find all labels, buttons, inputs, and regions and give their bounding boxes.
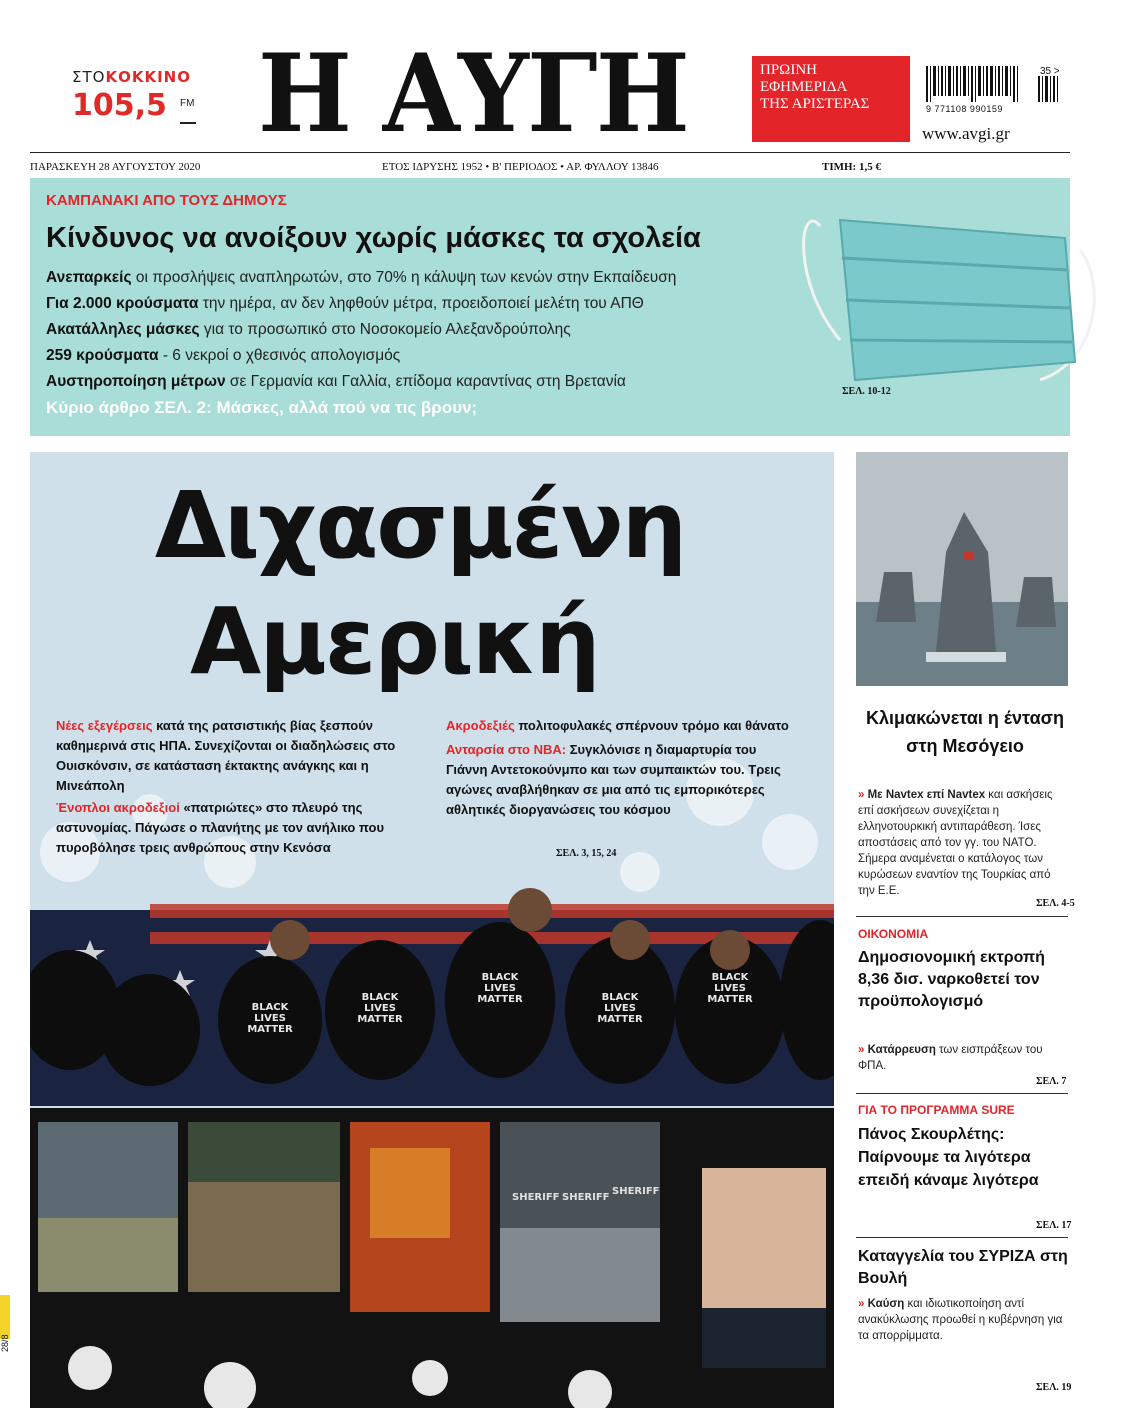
mediterranean-text: » Με Navtex επί Navtex και ασκήσεις επί ασκήσεων συνεχίζεται η ελληνοτουρκική αντιπαράθεση. Ίσες αποστάσεις από τον γγ. του ΝΑΤΟ. Σήμερα αναμένεται ο κατάλογος των κυρώσεων εναντίον της Τουρκίας από την Ε.Ε. [858, 789, 1053, 897]
barcode-issue: 35 > [1040, 66, 1060, 77]
economy-text: » Κατάρρευση των εισπράξεων του ΦΠΑ. [858, 1044, 1043, 1072]
bullet-item: Για 2.000 κρούσματα την ημέρα, αν δεν ληφθούν μέτρα, προειδοποιεί μελέτη του ΑΠΘ [46, 295, 644, 312]
lead-paragraph: Ακροδεξιές πολιτοφυλακές σπέρνουν τρόμο και θάνατο [446, 718, 789, 733]
bullet-item: Ανεπαρκείς οι προσλήψεις αναπληρωτών, στο 70% η κάλυψη των κενών στην Εκπαίδευση [46, 269, 677, 286]
tagline-box [752, 56, 910, 142]
face-mask-icon [780, 190, 1100, 400]
lead-paragraph: Ένοπλοι ακροδεξιοί «πατριώτες» στο πλευρό της αστυνομίας. Πάγωσε ο πλανήτης με τον ανήλικο που πυροβόλησε τρεις ανθρώπους στην Κενόσα [56, 800, 385, 855]
sheriff-label: SHERIFF [562, 1192, 610, 1203]
bullet-item: Αυστηροποίηση μέτρων σε Γερμανία και Γαλλία, επίδομα καραντίνας στη Βρετανία [46, 373, 626, 390]
shirt-text: BLACK LIVES MATTER [707, 972, 753, 1005]
lead-title [100, 468, 740, 700]
syriza-headline: Καταγγελία του ΣΥΡΙΖΑ στη Βουλή [858, 1248, 1068, 1287]
syriza-text: » Καύση και ιδιωτικοποίηση αντί ανακύκλωσης προωθεί η κυβέρνηση για τα απορρίμματα. [858, 1298, 1063, 1342]
top-story-bullets [46, 265, 676, 395]
radio-frequency: 105,5 [72, 88, 167, 123]
lead-paragraph: Ανταρσία στο NBA: Συγκλόνισε η διαμαρτυρία του Γιάννη Αντετοκούνμπο και των συμπαικτών του. Τρεις αγώνες αναβλήθηκαν σε μια από τις εμπορικότερες αθλητικές διοργανώσεις του κόσμου [446, 742, 781, 817]
barcode-number: 9 771108 990159 [926, 104, 1003, 114]
divider [856, 1093, 1068, 1094]
sure-headline: Πάνος Σκουρλέτης: Παίρνουμε τα λιγότερα επειδή κάναμε λιγότερα [858, 1126, 1039, 1189]
sure-kicker: ΓΙΑ ΤΟ ΠΡΟΓΡΑΜΜΑ SURE [858, 1103, 1015, 1117]
main-article-link[interactable]: Κύριο άρθρο ΣΕΛ. 2: Μάσκες, αλλά πού να τις βρουν; [46, 398, 478, 417]
sure-pages: ΣΕΛ. 17 [1036, 1220, 1072, 1231]
lead-left-column [56, 716, 418, 858]
lead-title-line: Αμερική [190, 588, 599, 695]
radio-brand: ΣΤΟΚΟΚΚΙΝΟ [72, 68, 191, 86]
lead-paragraph: Νέες εξεγέρσεις κατά της ρατσιστικής βίας ξεσπούν καθημερινά στις ΗΠΑ. Συνεχίζονται οι διαδηλώσεις στο Ουισκόνσιν, σε κατάσταση έκτακτης ανάγκης και η Μινεάπολη [56, 718, 396, 793]
sheriff-label: SHERIFF [612, 1186, 660, 1197]
tagline-line: ΠΡΩΙΝΗ [760, 62, 817, 78]
photo-strip [30, 1108, 834, 1408]
photo-strip-images [30, 1108, 834, 1408]
dateline [30, 152, 1070, 175]
shirt-text: BLACK LIVES MATTER [357, 992, 403, 1025]
issue-info: ΕΤΟΣ ΙΔΡΥΣΗΣ 1952 • Β' ΠΕΡΙΟΔΟΣ • ΑΡ. ΦΥΛΛΟΥ 13846 [382, 161, 659, 173]
economy-kicker: ΟΙΚΟΝΟΜΙΑ [858, 927, 929, 941]
top-story-pages: ΣΕΛ. 10-12 [842, 386, 891, 397]
edge-tab [0, 1295, 10, 1339]
economy-pages: ΣΕΛ. 7 [1036, 1076, 1067, 1087]
price: ΤΙΜΗ: 1,5 € [822, 161, 881, 173]
divider [856, 916, 1068, 917]
radio-fm-line [180, 122, 196, 124]
newspaper-logo: Η ΑΥΓΗ [258, 31, 688, 157]
divider [856, 1237, 1068, 1238]
lead-pages: ΣΕΛ. 3, 15, 24 [556, 848, 617, 859]
lead-right-column [446, 716, 796, 820]
issue-date: ΠΑΡΑΣΚΕΥΗ 28 ΑΥΓΟΥΣΤΟΥ 2020 [30, 161, 201, 173]
top-story-kicker: ΚΑΜΠΑΝΑΚΙ ΑΠΟ ΤΟΥΣ ΔΗΜΟΥΣ [46, 192, 287, 209]
syriza-pages: ΣΕΛ. 19 [1036, 1382, 1072, 1393]
radio-fm: FM [180, 98, 195, 109]
lead-title-line: Διχασμένη [154, 472, 686, 579]
warships-photo [856, 452, 1068, 686]
bullet-item: Ακατάλληλες μάσκες για το προσωπικό στο Νοσοκομείο Αλεξανδρούπολης [46, 321, 571, 338]
top-story-headline: Κίνδυνος να ανοίξουν χωρίς μάσκες τα σχολεία [46, 222, 701, 254]
tagline-line: ΕΦΗΜΕΡΙΔΑ [760, 79, 848, 95]
sheriff-label: SHERIFF [512, 1192, 560, 1203]
radio-ad [72, 68, 202, 123]
mediterranean-pages: ΣΕΛ. 4-5 [1036, 898, 1075, 909]
shirt-text: BLACK LIVES MATTER [247, 1002, 293, 1035]
mediterranean-headline: Κλιμακώνεται η ένταση στη Μεσόγειο [866, 708, 1064, 756]
edge-date: 28/8 [0, 1334, 10, 1352]
bullet-item: 259 κρούσματα - 6 νεκροί ο χθεσινός απολογισμός [46, 347, 401, 364]
shirt-text: BLACK LIVES MATTER [597, 992, 643, 1025]
tagline-line: ΤΗΣ ΑΡΙΣΤΕΡΑΣ [760, 96, 870, 112]
website-url[interactable]: www.avgi.gr [922, 124, 1010, 143]
shirt-text: BLACK LIVES MATTER [477, 972, 523, 1005]
nba-players-photo [30, 870, 834, 1106]
economy-headline: Δημοσιονομική εκτροπή 8,36 δισ. ναρκοθετεί τον προϋπολογισμό [858, 949, 1045, 1010]
